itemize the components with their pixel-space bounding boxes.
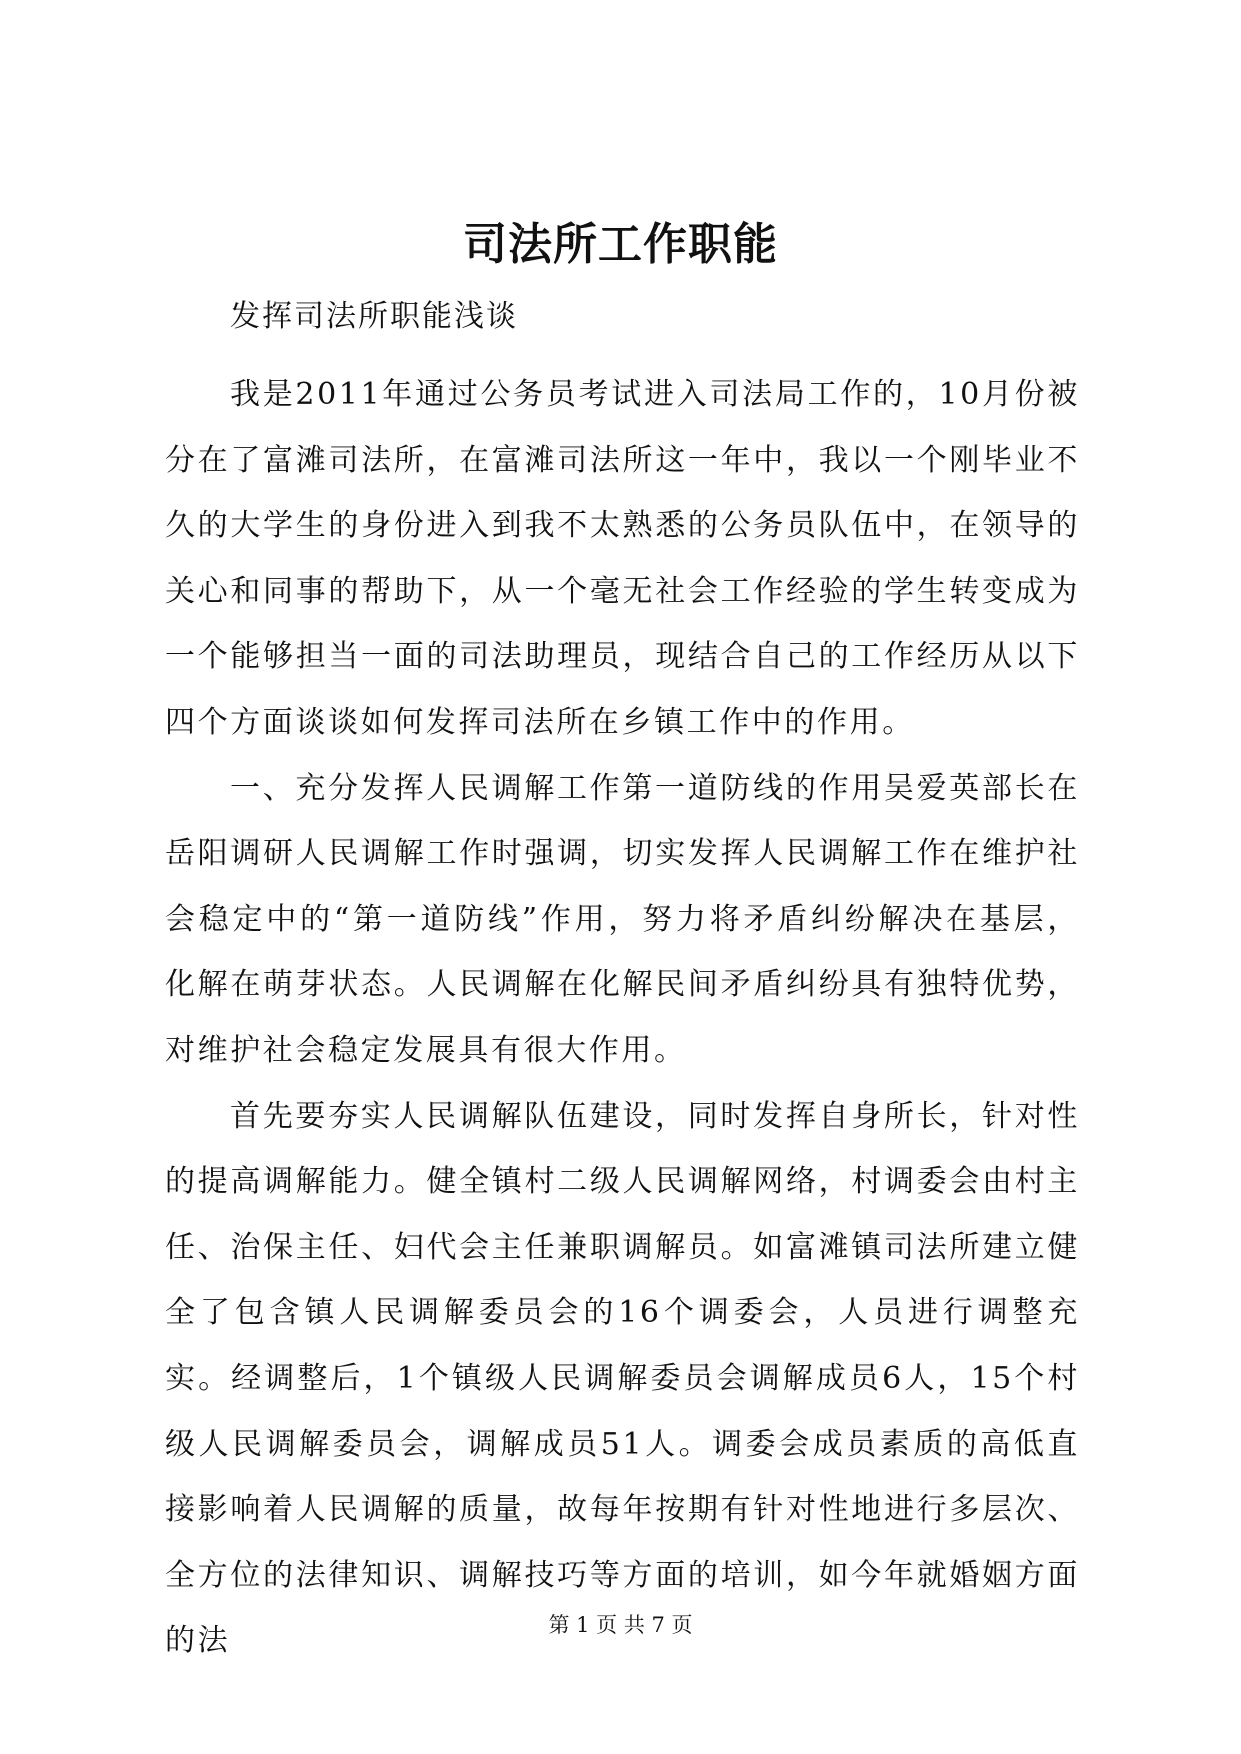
document-body — [165, 362, 1080, 1674]
document-title: 司法所工作职能 — [463, 219, 778, 270]
paragraph-2: 一、充分发挥人民调解工作第一道防线的作用吴爱英部长在岳阳调研人民调解工作时强调，切实发挥人民调解工作在维护社会稳定中的“第一道防线”作用，努力将矛盾纠纷解决在基层，化解在萌芽状态。人民调解在化解民间矛盾纠纷具有独特优势，对维护社会稳定发展具有很大作用。 — [165, 770, 1080, 1068]
document-subtitle: 发挥司法所职能浅谈 — [230, 299, 518, 334]
paragraph-1: 我是2011年通过公务员考试进入司法局工作的，10月份被分在了富滩司法所，在富滩司法所这一年中，我以一个刚毕业不久的大学生的身份进入到我不太熟悉的公务员队伍中，在领导的关心和同事的帮助下，从一个毫无社会工作经验的学生转变成为一个能够担当一面的司法助理员，现结合自己的工作经历从以下四个方面谈谈如何发挥司法所在乡镇工作中的作用。 — [165, 377, 1080, 740]
page-footer: 第 1 页 共 7 页 — [548, 1613, 693, 1637]
paragraph-3: 首先要夯实人民调解队伍建设，同时发挥自身所长，针对性的提高调解能力。健全镇村二级人民调解网络，村调委会由村主任、治保主任、妇代会主任兼职调解员。如富滩镇司法所建立健全了包含镇人民调解委员会的16个调委会，人员进行调整充实。经调整后，1个镇级人民调解委员会调解成员6人，15个村级人民调解委员会，调解成员51人。调委会成员素质的高低直接影响着人民调解的质量，故每年按期有针对性地进行多层次、全方位的法律知识、调解技巧等方面的培训，如今年就婚姻方面的法 — [165, 1098, 1080, 1659]
